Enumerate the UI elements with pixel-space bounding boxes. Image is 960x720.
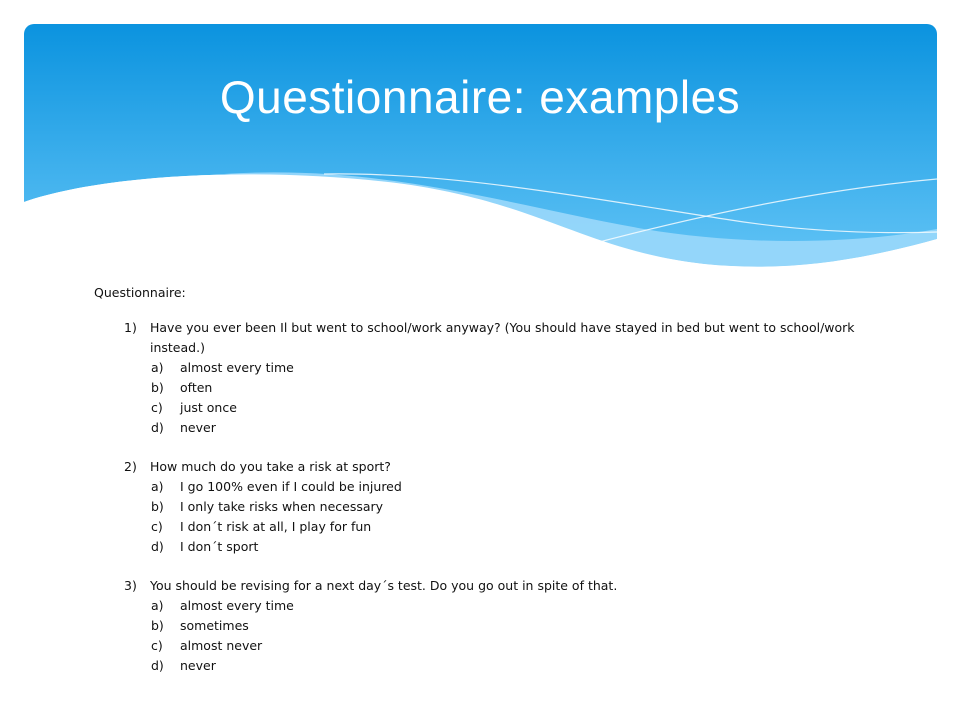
wave-banner-graphic [24,24,937,274]
question-text: You should be revising for a next day´s test. Do you go out in spite of that. [150,578,618,593]
option-letter: a) [151,598,164,613]
question-text: Have you ever been Il but went to school/work anyway? (You should have stayed in bed but went to school/work instead.) [150,320,855,355]
answer-option [94,636,874,656]
question-text-row [94,576,874,596]
option-letter: b) [151,380,164,395]
title-banner [24,24,937,274]
answer-option [94,418,874,438]
option-letter: c) [151,519,163,534]
option-letter: d) [151,420,164,435]
option-text: often [180,380,213,395]
option-text: almost never [180,638,263,653]
question-text: How much do you take a risk at sport? [150,459,391,474]
question-text-row [94,457,874,477]
option-letter: a) [151,479,164,494]
question-number: 3) [124,578,137,593]
question-number: 1) [124,320,137,335]
option-text: I don´t risk at all, I play for fun [180,519,372,534]
answer-option [94,358,874,378]
questionnaire-heading: Questionnaire: [94,285,186,300]
option-letter: a) [151,360,164,375]
question-number: 2) [124,459,137,474]
answer-option [94,378,874,398]
question-text-row [94,318,874,358]
option-text: sometimes [180,618,249,633]
question-3 [94,576,874,676]
answer-option [94,477,874,497]
option-text: I don´t sport [180,539,259,554]
option-text: almost every time [180,360,294,375]
answer-option [94,537,874,557]
answer-option [94,616,874,636]
option-letter: c) [151,400,163,415]
option-text: just once [180,400,237,415]
answer-option [94,656,874,676]
questionnaire-document [94,283,874,695]
option-letter: c) [151,638,163,653]
option-letter: d) [151,539,164,554]
option-text: almost every time [180,598,294,613]
option-text: never [180,420,216,435]
option-text: I go 100% even if I could be injured [180,479,402,494]
option-letter: d) [151,658,164,673]
option-text: never [180,658,216,673]
answer-option [94,497,874,517]
answer-option [94,517,874,537]
answer-option [94,398,874,418]
option-letter: b) [151,618,164,633]
question-1 [94,318,874,438]
question-2 [94,457,874,557]
option-letter: b) [151,499,164,514]
answer-option [94,596,874,616]
slide-title: Questionnaire: examples [219,71,741,123]
option-text: I only take risks when necessary [180,499,384,514]
